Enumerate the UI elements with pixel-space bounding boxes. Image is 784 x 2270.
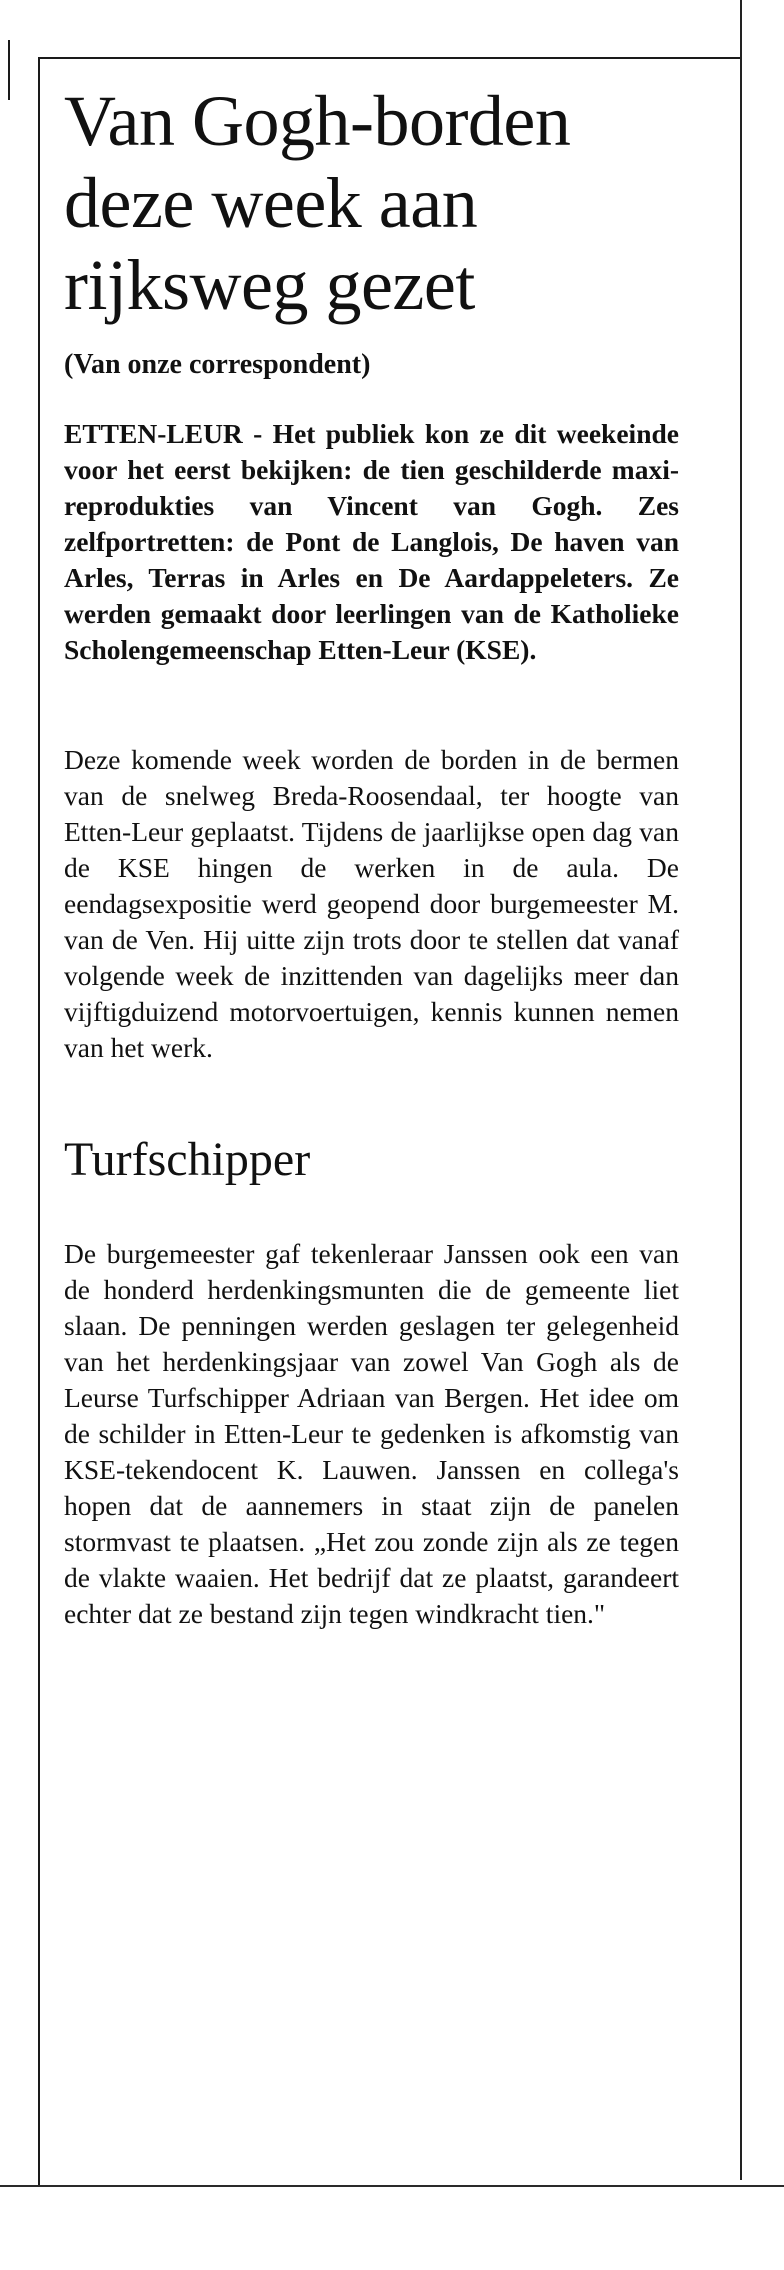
clipping-right-border xyxy=(740,0,742,2180)
clipping-top-border xyxy=(40,57,740,59)
article-subheading: Turfschipper xyxy=(64,1133,311,1186)
scan-edge-mark xyxy=(8,40,10,100)
article-byline: (Van onze correspondent) xyxy=(64,349,371,380)
clipping-bottom-border xyxy=(0,2185,784,2187)
article-lead-paragraph: ETTEN-LEUR - Het publiek kon ze dit weekeinde voor het eerst bekijken: de tien geschilderde maxi-reprodukties van Vincent van Gogh. Zes zelfportretten: de Pont de Langlois, De haven van Arles, Terras in Arles en De Aardappeleters. Ze werden gemaakt door leerlingen van de Katholieke Scholengemeenschap Etten-Leur (KSE). xyxy=(64,418,679,665)
article-paragraph: De burgemeester gaf tekenleraar Janssen ook een van de honderd herdenkingsmunten die de gemeente liet slaan. De penningen werden geslagen ter gelegenheid van het herdenkingsjaar van zowel Van Gogh als de Leurse Turfschipper Adriaan van Bergen. Het idee om de schilder in Etten-Leur te gedenken is afkomstig van KSE-tekendocent K. Lauwen. Janssen en collega's hopen dat de aannemers in staat zijn de panelen stormvast te plaatsen. „Het zou zonde zijn als ze tegen de vlakte waaien. Het bedrijf dat ze plaatst, garandeert echter dat ze bestand zijn tegen windkracht tien." xyxy=(64,1238,679,1629)
article-headline: Van Gogh-borden deze week aan rijksweg gezet xyxy=(64,81,571,325)
article-paragraph: Deze komende week worden de borden in de bermen van de snelweg Breda-Roosendaal, ter hoogte van Etten-Leur geplaatst. Tijdens de jaarlijkse open dag van de KSE hingen de werken in de aula. De eendagsexpositie werd geopend door burgemeester M. van de Ven. Hij uitte zijn trots door te stellen dat vanaf volgende week de inzittenden van dagelijks meer dan vijftigduizend motorvoertuigen, kennis kunnen nemen van het werk. xyxy=(64,744,679,1063)
clipping-left-border xyxy=(38,57,40,2187)
newspaper-article xyxy=(64,80,679,1632)
